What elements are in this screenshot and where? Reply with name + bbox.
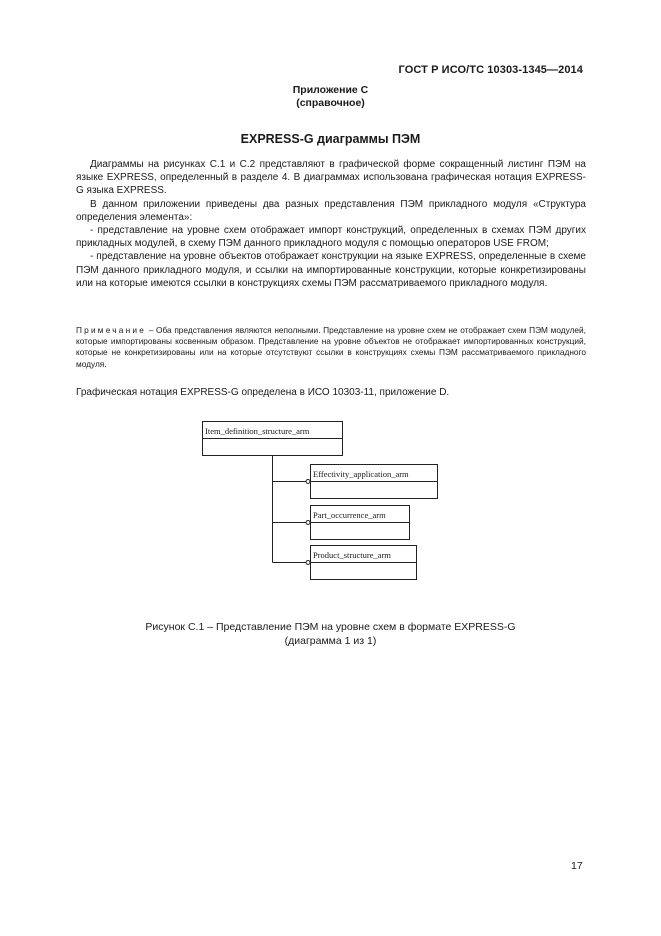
page-number: 17 <box>571 860 583 872</box>
imported-schema-label: Part_occurrence_arm <box>313 510 386 520</box>
section-title: EXPRESS-G диаграммы ПЭМ <box>240 132 421 146</box>
connector-circle <box>306 521 310 525</box>
note-text: – Оба представления являются неполными. Представление на уровне схем не отображает схем ПЭМ модулей, которые импортированы косвенным образом. Представление на уровне объектов не отображает импортированных конструкций, которые не конкретизированы или на которые отсутствуют ссылки в конструкциях схемы ПЭМ рассматриваемого прикладного модуля. <box>76 325 586 369</box>
connector-circle <box>306 480 310 484</box>
document-code: ГОСТ Р ИСО/ТС 10303-1345—2014 <box>398 64 583 76</box>
annex-subtitle: (справочное) <box>296 97 365 109</box>
connector-circle <box>306 561 310 565</box>
caption-line: (диаграмма 1 из 1) <box>284 635 377 647</box>
body-paragraph: - представление на уровне схем отображает импорт конструкций, определенных в схемах ПЭМ других прикладных модулей, в схему ПЭМ данного прикладного модуля с помощью операторов USE FROM; <box>76 225 586 250</box>
body-paragraph: - представление на уровне объектов отображает конструкции на языке EXPRESS, определенные в схеме ПЭМ данного прикладного модуля, и ссылки на импортированные конструкции, которые конкретизированы или на которые имеются ссылки в конструкциях схемы ПЭМ рассматриваемого прикладного модуля. <box>76 251 586 289</box>
main-schema-label: Item_definition_structure_arm <box>205 426 310 436</box>
body-paragraph: Диаграммы на рисунках С.1 и С.2 представляют в графической форме сокращенный листинг ПЭМ на языке EXPRESS, определенный в разделе 4. В диаграммах использована графическая нотация EXPRESS-G языка EXPRESS. <box>76 159 586 197</box>
body-paragraph: В данном приложении приведены два разных представления ПЭМ прикладного модуля «Структура определения элемента»: <box>76 198 586 223</box>
annex-title: Приложение С <box>292 84 369 96</box>
note-label: Примечание <box>76 325 147 335</box>
figure-caption <box>0 620 661 648</box>
notation-reference: Графическая нотация EXPRESS-G определена в ИСО 10303-11, приложение D. <box>76 387 450 398</box>
caption-line: Рисунок С.1 – Представление ПЭМ на уровне схем в формате EXPRESS-G <box>145 621 516 633</box>
imported-schema-label: Product_structure_arm <box>313 550 391 560</box>
imported-schema-label: Effectivity_application_arm <box>313 469 409 479</box>
